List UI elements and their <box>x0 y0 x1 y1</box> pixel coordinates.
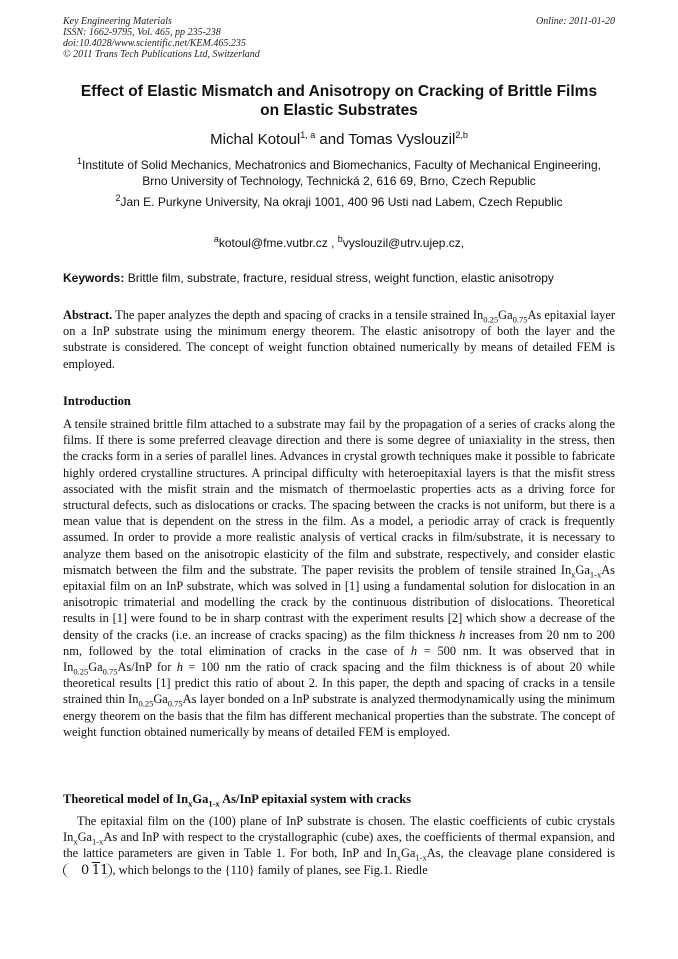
subscript: 1-x <box>589 569 602 580</box>
plane-index-1: 1 <box>100 862 109 878</box>
author-2: Tomas Vyslouzil <box>348 131 456 148</box>
intro-text: As layer bonded on a InP substrate is analyzed thermodynamically using the minimum energy theorem on the basis that the film has different mechanical properties than the substrate. The concept of weight function obtained numerically by means of detailed FEM is employed. <box>63 692 616 739</box>
title-line-1: Effect of Elastic Mismatch and Anisotropy on Cracking of Brittle Films <box>80 83 598 100</box>
paper-title <box>63 82 615 120</box>
section-heading-introduction: Introduction <box>63 394 131 408</box>
affiliation-1 <box>63 157 615 189</box>
subscript: x <box>73 836 78 847</box>
author-list <box>63 131 615 149</box>
subscript: x <box>188 798 193 809</box>
heading-text: Ga <box>192 792 209 806</box>
heading-text: Theoretical model of In <box>63 792 189 806</box>
intro-text: increases from 20 nm to 200 nm, followed by the total elimination of cracks in the case of <box>63 627 615 658</box>
theory-text: Ga <box>400 846 416 861</box>
abstract-text: The paper analyzes the depth and spacing of cracks in a tensile strained In <box>112 308 484 322</box>
intro-text: As/InP for <box>117 660 177 675</box>
italic-symbol: h <box>459 627 466 642</box>
theory-text: As and InP with respect to the crystallographic (cube) axes, the coefficients of thermal expansion, and the lattice parameters are given in Table 1. For both, InP and In <box>63 830 615 861</box>
intro-text: As epitaxial film on an InP substrate, which was solved in [1] using a fundamental solution for dislocation in an anisotropic trimaterial and modelling the crack by the continuous distribution of dislocations. Theoretical results in [1] were found to be in sharp contrast with the experiment results [2] which show a decrease of the density of the cracks (i.e. an increase of cracks spacing) as the film thickness <box>63 562 615 642</box>
intro-text: Ga <box>575 562 590 577</box>
affiliation-1-number: 1 <box>77 156 83 166</box>
journal-header <box>63 16 615 60</box>
subscript: 0.75 <box>512 314 528 325</box>
affiliation-1-line-2: Brno University of Technology, Technická 2, 616 69, Brno, Czech Republic <box>142 174 536 188</box>
email-separator: , <box>327 236 338 250</box>
journal-issn: ISSN: 1662-9795, Vol. 465, pp 235-238 <box>63 27 221 38</box>
plane-index-0: 0 <box>81 862 90 878</box>
subscript: 0.75 <box>102 666 118 677</box>
email-a[interactable]: kotoul@fme.vutbr.cz <box>218 236 328 250</box>
theory-text: , which belongs to the {110} family of planes, see Fig.1. Riedle <box>112 862 428 877</box>
email-a-marker: a <box>213 234 219 244</box>
journal-doi: doi:10.4028/www.scientific.net/KEM.465.235 <box>63 38 246 49</box>
affiliation-2-number: 2 <box>115 193 121 203</box>
email-b[interactable]: vyslouzil@utrv.ujep.cz, <box>342 236 465 250</box>
introduction-body <box>63 416 615 740</box>
subscript: 1-x <box>415 852 427 863</box>
keywords <box>63 270 615 286</box>
intro-text: Ga <box>153 692 168 707</box>
email-b-marker: b <box>337 234 343 244</box>
subscript: x <box>571 569 576 580</box>
theory-body <box>63 813 615 878</box>
subscript: x <box>396 852 401 863</box>
affiliation-2-text: Jan E. Purkyne University, Na okraji 1001, 400 96 Usti nad Labem, Czech Republic <box>120 195 563 209</box>
author-1-affiliation: 1, a <box>300 130 316 140</box>
heading-text: As/InP epitaxial system with cracks <box>219 792 412 806</box>
abstract <box>63 307 615 372</box>
theory-text: As, the cleavage plane considered is <box>426 846 615 861</box>
online-date: Online: 2011-01-20 <box>536 16 615 27</box>
subscript: 0.25 <box>73 666 89 677</box>
journal-copyright: © 2011 Trans Tech Publications Ltd, Switzerland <box>63 49 260 60</box>
author-emails <box>63 235 615 251</box>
intro-text: = 500 nm. It was observed that in In <box>63 643 615 675</box>
journal-name: Key Engineering Materials <box>63 16 172 27</box>
keywords-label: Keywords: <box>63 271 125 285</box>
subscript: 0.25 <box>138 698 154 709</box>
intro-text: Ga <box>88 660 103 675</box>
italic-symbol: h <box>176 660 183 675</box>
author-1: Michal Kotoul <box>210 131 301 148</box>
intro-text: = 100 nm the ratio of crack spacing and the film thickness is of about 20 while theoretical results [1] predict this ratio of about 2. In this paper, the depth and spacing of cracks in a tensile strained thin In <box>63 660 615 707</box>
title-line-2: on Elastic Substrates <box>260 102 418 119</box>
affiliation-1-line-1: Institute of Solid Mechanics, Mechatronics and Biomechanics, Faculty of Mechanical Engineering, <box>82 158 601 172</box>
intro-text: A tensile strained brittle film attached to a substrate may fail by the propagation of a series of cracks along the films. If there is some preferred cleavage direction and there is some degree of uniaxiality in the stress, then the cracks form in a series of parallel lines. Advances in crystal growth techniques make it possible to fabricate highly ordered crystalline structures. A principal difficulty with heteroepitaxial layers is that the misfit stress associated with the misfit strain and the mismatch of thermoelastic properties acts as a driving force for structural defects, such as dislocations or cracks. The spacing between the cracks is not uniform, but there is a mean value that is dependent on the stress in the film. As a model, a periodic array of crack is frequently assumed. In order to provide a more realistic analysis of vertical cracks in film/substrate, it is necessary to analyze them based on the anisotropic elasticity of the film and substrate, respectively, and consider elastic mismatch between the film and the substrate. The paper revisits the problem of tensile strained In <box>63 417 615 577</box>
theory-text: Ga <box>77 830 93 845</box>
abstract-text: As epitaxial layer on a InP substrate using the minimum energy theorem. The elastic anisotropy of both the layer and the substrate is considered. The concept of weight function obtained numerically by means of detailed FEM is employed. <box>63 308 615 371</box>
abstract-label: Abstract. <box>63 308 113 322</box>
subscript: 1-x <box>92 836 104 847</box>
section-heading-theoretical-model <box>63 791 411 807</box>
italic-symbol: h <box>410 643 418 658</box>
author-conjunction: and <box>315 131 349 148</box>
keywords-text: Brittle film, substrate, fracture, residual stress, weight function, elastic anisotropy <box>124 271 554 285</box>
abstract-text: Ga <box>498 308 513 322</box>
subscript: 0.25 <box>483 314 499 325</box>
plane-index-bar-1: 1 <box>91 862 101 878</box>
cleavage-plane-notation <box>63 863 112 878</box>
author-2-affiliation: 2,b <box>455 130 468 140</box>
subscript: 0.75 <box>167 698 183 709</box>
theory-text: The epitaxial film on the (100) plane of InP substrate is chosen. The elastic coefficients of cubic crystals In <box>63 814 615 845</box>
subscript: 1-x <box>208 798 220 809</box>
affiliation-2 <box>63 194 615 210</box>
